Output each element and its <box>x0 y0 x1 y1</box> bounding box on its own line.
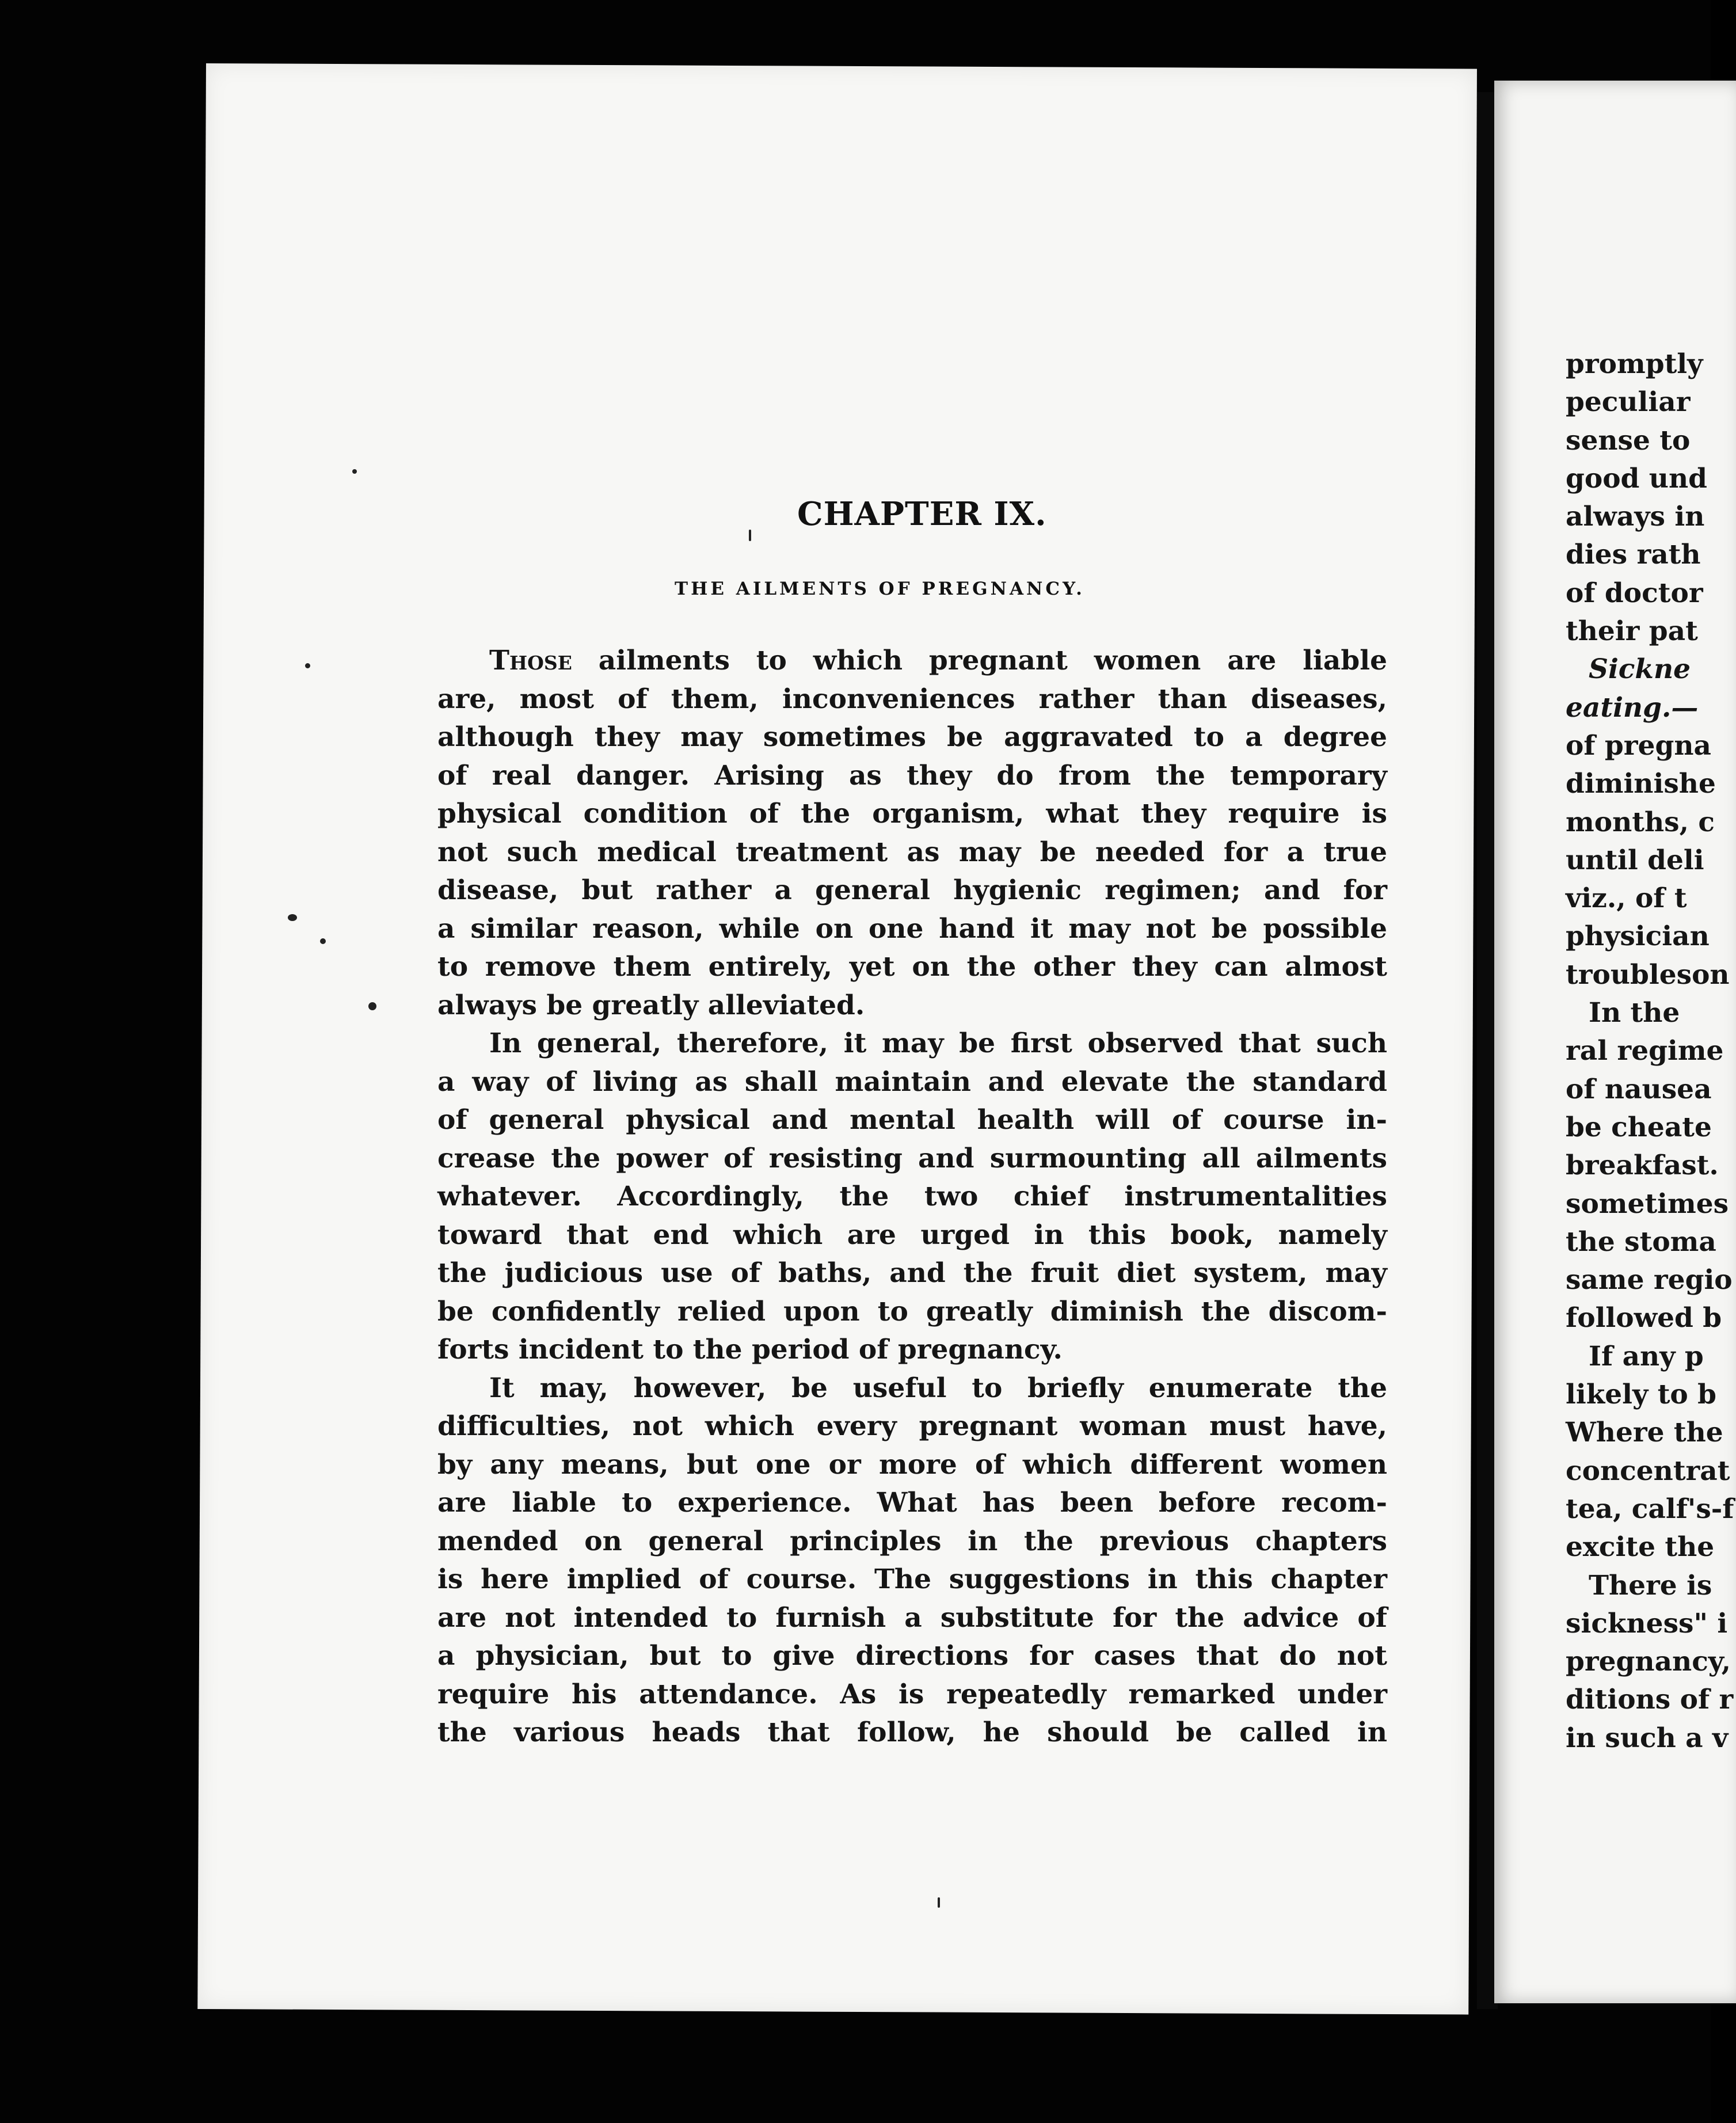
text-line: a way of living as shall maintain and elevate the standard <box>437 1066 1387 1098</box>
scan-speck <box>749 530 751 541</box>
scan-speck <box>368 1002 376 1010</box>
right-text-line: peculiar <box>1566 386 1691 418</box>
right-text-line: in such a v <box>1566 1722 1729 1754</box>
right-text-line: promptly <box>1566 348 1703 380</box>
text-line: forts incident to the period of pregnancy. <box>437 1334 1063 1365</box>
text-line: a similar reason, while on one hand it may not be possible <box>437 912 1387 945</box>
text-line: In general, therefore, it may be first observed that such <box>489 1028 1387 1059</box>
text-line: always be greatly alleviated. <box>437 989 865 1021</box>
text-line: not such medical treatment as may be needed for a true <box>437 836 1387 868</box>
right-text-line: of doctor <box>1566 577 1703 609</box>
right-text-line: tea, calf's-f <box>1566 1493 1734 1525</box>
right-text-line: eating.— <box>1566 691 1699 724</box>
right-text-line: pregnancy, <box>1566 1646 1731 1678</box>
lead-word: Those <box>489 645 572 676</box>
chapter-subtitle: THE AILMENTS OF PREGNANCY. <box>675 579 1085 599</box>
right-text-line: of pregna <box>1566 729 1711 762</box>
right-text-line: There is <box>1589 1569 1712 1601</box>
text-line: physical condition of the organism, what they require is <box>437 798 1387 830</box>
right-text-line: be cheate <box>1566 1111 1712 1143</box>
text-line: require his attendance. As is repeatedly remarked under <box>437 1678 1387 1710</box>
text-line: of general physical and mental health will of course in- <box>437 1104 1387 1136</box>
text-line: whatever. Accordingly, the two chief instrumentalities <box>437 1181 1387 1212</box>
text-line: the various heads that follow, he should be called in <box>437 1717 1387 1748</box>
text-line: Those ailments to which pregnant women are liable <box>489 645 1387 676</box>
text-line: are liable to experience. What has been before recom- <box>437 1487 1387 1519</box>
right-text-line: viz., of t <box>1566 882 1687 915</box>
text-line: a physician, but to give directions for cases that do not <box>437 1640 1387 1672</box>
text-line: It may, however, be useful to briefly enumerate the <box>489 1372 1387 1404</box>
right-text-line: sometimes <box>1566 1188 1729 1220</box>
text-line: the judicious use of baths, and the fruit diet system, may <box>437 1257 1387 1289</box>
right-text-line: the stoma <box>1566 1226 1716 1258</box>
right-text-line: If any p <box>1589 1340 1704 1372</box>
scan-speck <box>305 663 310 668</box>
text-line: crease the power of resisting and surmounting all ailments <box>437 1142 1387 1174</box>
text-line: to remove them entirely, yet on the other they can almost <box>437 951 1387 983</box>
scan-speck <box>320 938 326 944</box>
right-text-line: troubleson <box>1566 958 1730 991</box>
right-text-line: Sickne <box>1589 653 1691 686</box>
right-text-line: followed b <box>1566 1302 1722 1334</box>
scan-speck <box>288 914 297 921</box>
text-line: of real danger. Arising as they do from the temporary <box>437 759 1387 792</box>
right-text-line: physician <box>1566 920 1710 953</box>
right-text-line: months, c <box>1566 806 1715 838</box>
text-line: by any means, but one or more of which different women <box>437 1448 1387 1481</box>
text-line: toward that end which are urged in this book, namely <box>437 1219 1387 1251</box>
text-line: mended on general principles in the previous chapters <box>437 1525 1387 1557</box>
text-line: disease, but rather a general hygienic regimen; and for <box>437 874 1387 906</box>
right-text-line: always in <box>1566 501 1705 533</box>
scan-speck <box>352 469 357 474</box>
text-line: is here implied of course. The suggestions in this chapter <box>437 1563 1387 1595</box>
right-text-line: likely to b <box>1566 1379 1716 1411</box>
right-text-line: until deli <box>1566 844 1704 876</box>
right-page-text <box>1566 345 1734 1757</box>
scan-speck <box>938 1897 940 1908</box>
right-text-line: In the <box>1589 997 1680 1029</box>
text-line: difficulties, not which every pregnant woman must have, <box>437 1410 1387 1442</box>
text-line: be confidently relied upon to greatly diminish the discom- <box>437 1295 1387 1327</box>
right-text-line: excite the <box>1566 1531 1715 1563</box>
right-text-line: dies rath <box>1566 539 1701 571</box>
right-text-line: sense to <box>1566 424 1691 456</box>
right-text-line: Where the <box>1566 1417 1723 1449</box>
body-text <box>437 642 1387 1752</box>
text-line: are, most of them, inconveniences rather than diseases, <box>437 683 1387 715</box>
right-text-line: same regio <box>1566 1264 1733 1296</box>
right-text-line: breakfast. <box>1566 1150 1719 1182</box>
right-text-line: sickness" i <box>1566 1607 1728 1639</box>
right-text-line: their pat <box>1566 615 1698 648</box>
text-line: are not intended to furnish a substitute for the advice of <box>437 1601 1387 1634</box>
right-text-line: concentrat <box>1566 1455 1730 1487</box>
text-line: although they may sometimes be aggravated to a degree <box>437 721 1387 753</box>
right-text-line: ditions of r <box>1566 1684 1734 1716</box>
right-text-line: good und <box>1566 462 1707 494</box>
chapter-title: CHAPTER IX. <box>797 495 1047 533</box>
right-text-line: of nausea <box>1566 1073 1712 1105</box>
right-text-line: diminishe <box>1566 768 1716 800</box>
right-text-line: ral regime <box>1566 1035 1724 1067</box>
